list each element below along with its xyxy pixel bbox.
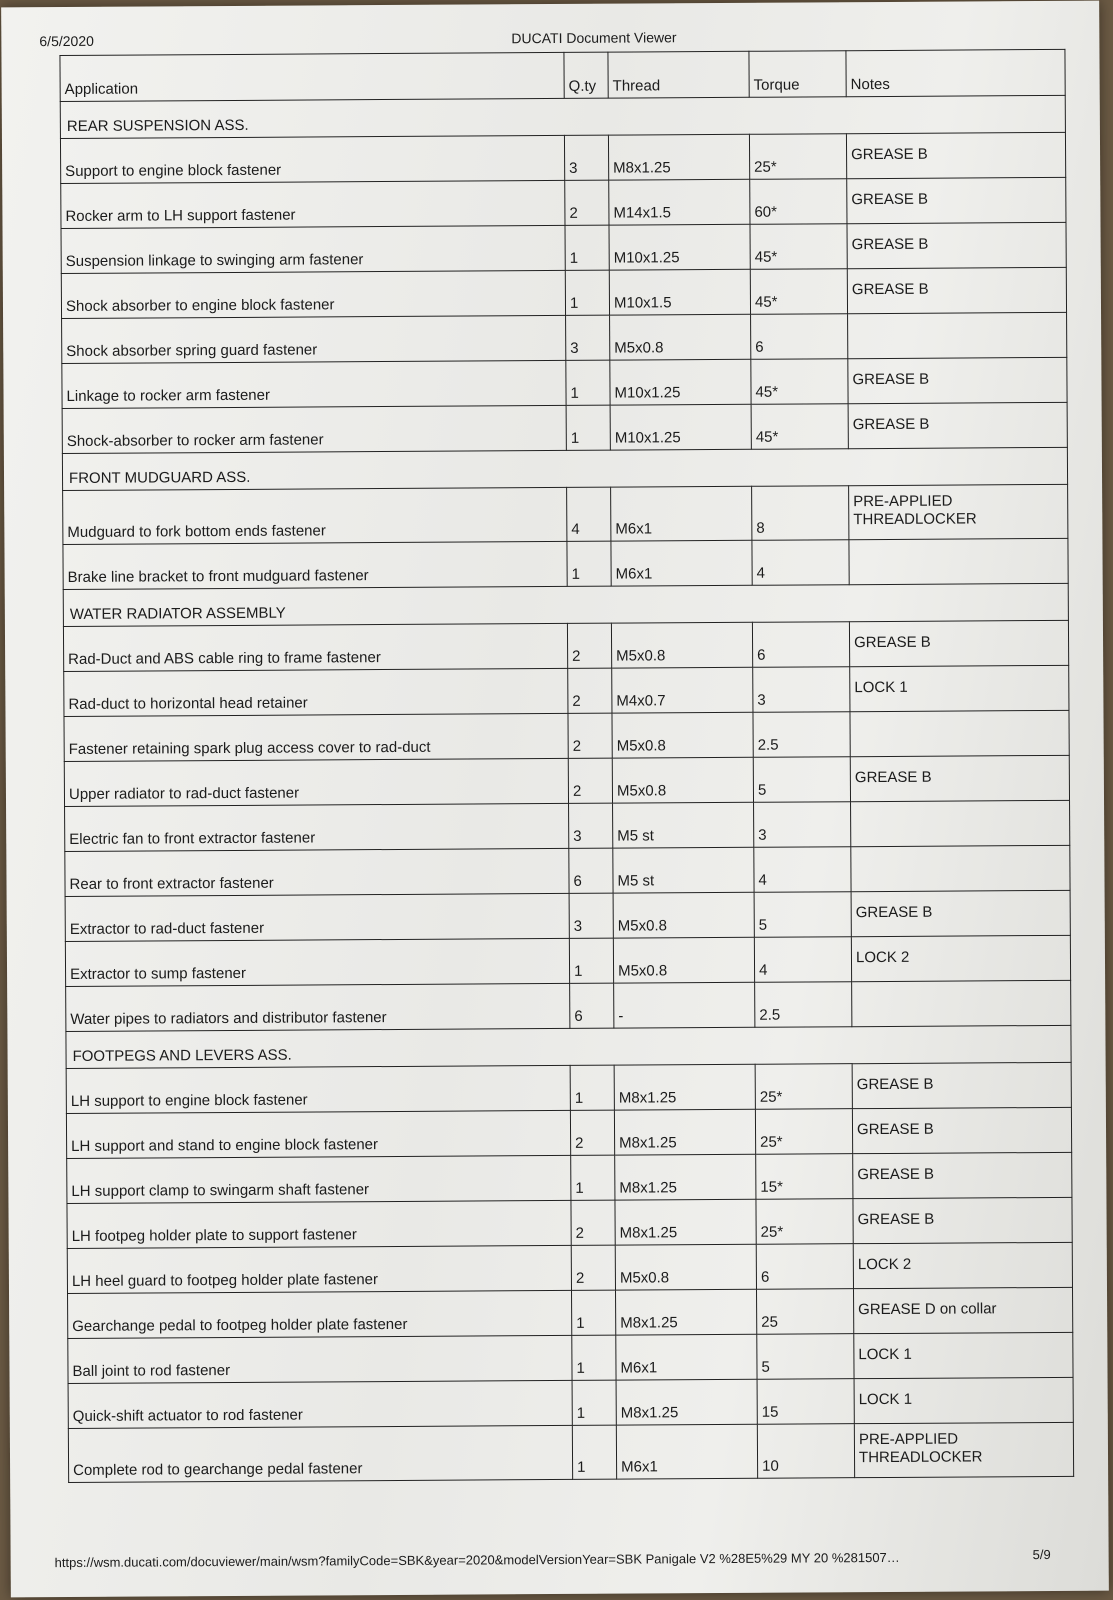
notes-cell: GREASE B [848, 402, 1067, 448]
thread-cell: M8x1.25 [614, 1064, 755, 1110]
table-row [61, 267, 1066, 318]
thread-cell: M8x1.25 [608, 134, 749, 180]
application-cell: Extractor to sump fastener [65, 938, 569, 986]
table-row [63, 484, 1068, 544]
qty-cell: 2 [568, 758, 612, 803]
torque-cell: 5 [757, 1334, 854, 1380]
torque-cell: 45* [750, 224, 847, 270]
application-cell: Brake line bracket to front mudguard fastener [63, 541, 567, 589]
qty-cell: 1 [570, 1065, 614, 1110]
application-cell: Rad-Duct and ABS cable ring to frame fastener [63, 623, 567, 671]
section-title: FOOTPEGS AND LEVERS ASS. [66, 1025, 1071, 1068]
torque-cell: 25* [749, 134, 846, 180]
qty-cell: 1 [566, 405, 610, 450]
table-row [67, 1242, 1072, 1293]
torque-cell: 4 [754, 937, 851, 983]
table-row [61, 222, 1066, 273]
thread-cell: M5x0.8 [615, 1244, 756, 1290]
torque-cell: 10 [757, 1424, 854, 1479]
notes-cell: GREASE B [853, 1197, 1072, 1243]
application-cell: Mudguard to fork bottom ends fastener [63, 487, 567, 544]
application-cell: Electric fan to front extractor fastener [65, 803, 569, 851]
application-cell: Shock-absorber to rocker arm fastener [62, 405, 566, 453]
table-body [60, 95, 1073, 1482]
qty-cell: 2 [571, 1245, 615, 1290]
thread-cell: M5x0.8 [613, 892, 754, 938]
qty-cell: 3 [569, 893, 613, 938]
thread-cell: M5x0.8 [610, 314, 751, 360]
col-header-thread: Thread [608, 51, 749, 98]
application-cell: Ball joint to rod fastener [68, 1335, 572, 1383]
table-row [63, 538, 1068, 589]
qty-cell: 1 [571, 1155, 615, 1200]
thread-cell: M5 st [613, 802, 754, 848]
table-row [68, 1287, 1073, 1338]
section-title: WATER RADIATOR ASSEMBLY [63, 583, 1068, 626]
qty-cell: 2 [567, 623, 611, 668]
thread-cell: M8x1.25 [615, 1154, 756, 1200]
section-title: REAR SUSPENSION ASS. [60, 95, 1065, 138]
application-cell: Suspension linkage to swinging arm fastener [61, 225, 565, 273]
qty-cell: 1 [567, 541, 611, 586]
notes-cell: GREASE B [847, 177, 1066, 223]
application-cell: LH support to engine block fastener [66, 1065, 570, 1113]
table-row [62, 357, 1067, 408]
notes-cell: GREASE B [852, 1107, 1071, 1153]
application-cell: LH footpeg holder plate to support fastener [67, 1200, 571, 1248]
notes-cell: GREASE B [852, 1062, 1071, 1108]
qty-cell: 2 [568, 713, 612, 758]
torque-cell: 3 [753, 667, 850, 713]
table-row [65, 935, 1070, 986]
thread-cell: M10x1.25 [610, 404, 751, 450]
torque-cell: 5 [754, 892, 851, 938]
notes-cell: GREASE B [851, 890, 1070, 936]
torque-cell: 15* [756, 1154, 853, 1200]
notes-cell: PRE-APPLIED THREADLOCKER [854, 1422, 1073, 1477]
notes-cell: LOCK 2 [851, 935, 1070, 981]
torque-cell: 6 [756, 1244, 853, 1290]
document-title: DUCATI Document Viewer [511, 29, 677, 47]
section-title: FRONT MUDGUARD ASS. [62, 447, 1067, 490]
col-header-qty: Q.ty [564, 52, 608, 98]
table-row [64, 665, 1069, 716]
qty-cell: 1 [572, 1425, 616, 1479]
application-cell: LH support and stand to engine block fastener [66, 1110, 570, 1158]
notes-cell: GREASE B [847, 267, 1066, 313]
application-cell: Fastener retaining spark plug access cover to rad-duct [64, 713, 568, 761]
table-row [67, 1197, 1072, 1248]
table-row [68, 1377, 1073, 1428]
qty-cell: 2 [570, 1110, 614, 1155]
thread-cell: M6x1 [616, 1334, 757, 1380]
thread-cell: M4x0.7 [612, 667, 753, 713]
thread-cell: M5x0.8 [612, 712, 753, 758]
application-cell: Rad-duct to horizontal head retainer [64, 668, 568, 716]
thread-cell: M5x0.8 [612, 757, 753, 803]
torque-cell: 25 [756, 1289, 853, 1335]
application-cell: Rocker arm to LH support fastener [61, 180, 565, 228]
thread-cell: M14x1.5 [609, 179, 750, 225]
thread-cell: M10x1.25 [610, 359, 751, 405]
notes-cell: GREASE B [847, 222, 1066, 268]
application-cell: Water pipes to radiators and distributor fastener [66, 983, 570, 1031]
torque-cell: 5 [753, 757, 850, 803]
notes-cell: PRE-APPLIED THREADLOCKER [849, 484, 1068, 539]
torque-cell: 3 [754, 802, 851, 848]
notes-cell [852, 980, 1071, 1026]
notes-cell [849, 538, 1068, 584]
torque-cell: 6 [751, 314, 848, 360]
table-row [68, 1332, 1073, 1383]
page-number: 5/9 [1032, 1546, 1051, 1563]
table-row [66, 1062, 1071, 1113]
thread-cell: M8x1.25 [616, 1379, 757, 1425]
application-cell: LH support clamp to swingarm shaft fastener [67, 1155, 571, 1203]
torque-cell: 25* [755, 1109, 852, 1155]
thread-cell: M6x1 [616, 1424, 757, 1479]
notes-cell [851, 845, 1070, 891]
qty-cell: 2 [568, 668, 612, 713]
footer-url: https://wsm.ducati.com/docuviewer/main/wsm?familyCode=SBK&year=2020&modelVersionYear=SBK Panigale V2 %28E5%29 MY 20 %281507… [54, 1549, 900, 1571]
qty-cell: 2 [571, 1200, 615, 1245]
section-header-row [62, 447, 1067, 490]
application-cell: Gearchange pedal to footpeg holder plate fastener [68, 1290, 572, 1338]
qty-cell: 1 [572, 1290, 616, 1335]
qty-cell: 1 [572, 1380, 616, 1425]
thread-cell: M10x1.25 [609, 224, 750, 270]
notes-cell [848, 312, 1067, 358]
table-row [64, 710, 1069, 761]
col-header-notes: Notes [846, 49, 1065, 96]
table-header-row [60, 49, 1065, 101]
notes-cell: LOCK 1 [854, 1332, 1073, 1378]
table-row [62, 402, 1067, 453]
print-date: 6/5/2020 [39, 32, 94, 50]
qty-cell: 4 [567, 487, 611, 541]
application-cell: Linkage to rocker arm fastener [62, 360, 566, 408]
qty-cell: 1 [565, 225, 609, 270]
torque-cell: 4 [752, 540, 849, 586]
thread-cell: M6x1 [611, 540, 752, 586]
qty-cell: 1 [569, 938, 613, 983]
notes-cell: GREASE B [853, 1152, 1072, 1198]
notes-cell [850, 710, 1069, 756]
notes-cell: GREASE B [850, 755, 1069, 801]
application-cell: Upper radiator to rad-duct fastener [64, 758, 568, 806]
qty-cell: 2 [565, 180, 609, 225]
torque-cell: 2.5 [753, 712, 850, 758]
table-row [60, 132, 1065, 183]
qty-cell: 6 [569, 848, 613, 893]
col-header-torque: Torque [749, 51, 846, 98]
thread-cell: M5x0.8 [611, 622, 752, 668]
thread-cell: - [614, 982, 755, 1028]
table-row [65, 800, 1070, 851]
notes-cell [851, 800, 1070, 846]
thread-cell: M8x1.25 [614, 1109, 755, 1155]
application-cell: Support to engine block fastener [60, 135, 564, 183]
thread-cell: M5 st [613, 847, 754, 893]
qty-cell: 3 [564, 135, 608, 180]
qty-cell: 3 [566, 315, 610, 360]
table-row [67, 1152, 1072, 1203]
notes-cell: GREASE B [846, 132, 1065, 178]
torque-cell: 6 [752, 622, 849, 668]
notes-cell: LOCK 1 [854, 1377, 1073, 1423]
application-cell: Rear to front extractor fastener [65, 848, 569, 896]
notes-cell: GREASE D on collar [853, 1287, 1072, 1333]
table-row [64, 755, 1069, 806]
document-page [1, 1, 1109, 1598]
notes-cell: LOCK 1 [850, 665, 1069, 711]
application-cell: Quick-shift actuator to rod fastener [68, 1380, 572, 1428]
application-cell: Shock absorber to engine block fastener [61, 270, 565, 318]
torque-cell: 45* [750, 269, 847, 315]
thread-cell: M10x1.5 [609, 269, 750, 315]
torque-cell: 60* [750, 179, 847, 225]
notes-cell: LOCK 2 [853, 1242, 1072, 1288]
table-row [66, 1107, 1071, 1158]
thread-cell: M8x1.25 [615, 1199, 756, 1245]
torque-cell: 4 [754, 847, 851, 893]
torque-cell: 15 [757, 1379, 854, 1425]
thread-cell: M5x0.8 [613, 937, 754, 983]
application-cell: Extractor to rad-duct fastener [65, 893, 569, 941]
thread-cell: M6x1 [611, 486, 752, 541]
col-header-application: Application [60, 52, 564, 101]
torque-cell: 45* [751, 404, 848, 450]
table-row [62, 312, 1067, 363]
section-header-row [60, 95, 1065, 138]
qty-cell: 3 [569, 803, 613, 848]
application-cell: Shock absorber spring guard fastener [62, 315, 566, 363]
table-row [65, 845, 1070, 896]
qty-cell: 1 [566, 360, 610, 405]
qty-cell: 1 [565, 270, 609, 315]
torque-cell: 8 [752, 486, 849, 541]
torque-cell: 25* [755, 1064, 852, 1110]
table-row [65, 890, 1070, 941]
section-header-row [63, 583, 1068, 626]
qty-cell: 6 [570, 983, 614, 1028]
torque-cell: 25* [756, 1199, 853, 1245]
torque-table-container [59, 49, 1052, 1483]
torque-cell: 2.5 [755, 982, 852, 1028]
application-cell: Complete rod to gearchange pedal fastener [68, 1425, 572, 1482]
table-row [63, 620, 1068, 671]
notes-cell: GREASE B [848, 357, 1067, 403]
application-cell: LH heel guard to footpeg holder plate fastener [67, 1245, 571, 1293]
thread-cell: M8x1.25 [616, 1289, 757, 1335]
notes-cell: GREASE B [849, 620, 1068, 666]
torque-cell: 45* [751, 359, 848, 405]
table-row [66, 980, 1071, 1031]
table-row [68, 1422, 1073, 1482]
torque-table [59, 49, 1074, 1483]
qty-cell: 1 [572, 1335, 616, 1380]
table-row [61, 177, 1066, 228]
section-header-row [66, 1025, 1071, 1068]
